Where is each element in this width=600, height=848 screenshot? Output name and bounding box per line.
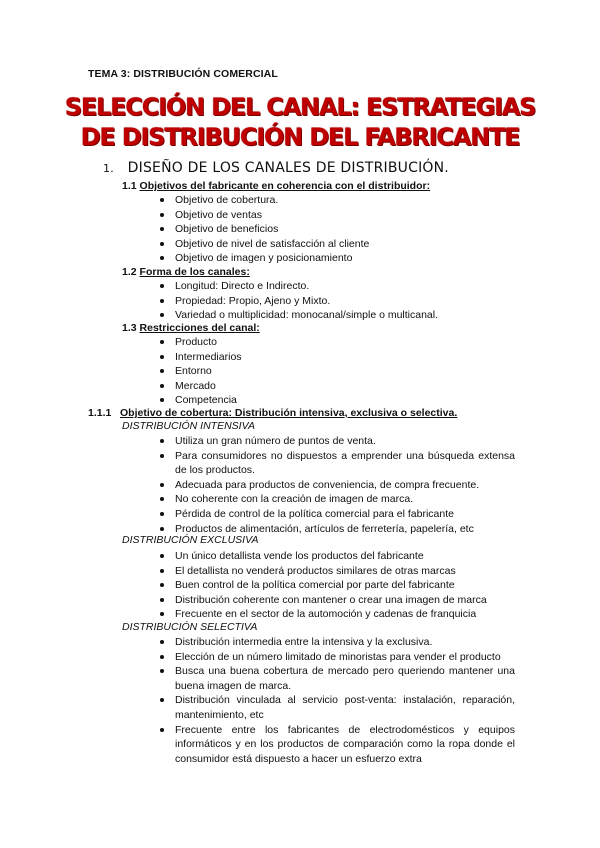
forma-list bbox=[175, 279, 438, 323]
list-item: Elección de un número limitado de minoristas para vender el producto bbox=[175, 650, 515, 665]
list-item: No coherente con la creación de imagen de marca. bbox=[175, 492, 515, 507]
list-item: Para consumidores no dispuestos a emprender una búsqueda extensa de los productos. bbox=[175, 449, 515, 477]
subsection-forma bbox=[122, 266, 250, 278]
category-intensiva: DISTRIBUCIÓN INTENSIVA bbox=[122, 420, 256, 432]
list-item: Producto bbox=[175, 335, 242, 350]
intensiva-list bbox=[175, 434, 515, 536]
list-item: Objetivo de ventas bbox=[175, 208, 369, 223]
subsection-objetivos bbox=[122, 180, 430, 192]
main-title-line-2: DE DISTRIBUCIÓN DEL FABRICANTE bbox=[80, 123, 520, 151]
list-item: Variedad o multiplicidad: monocanal/simple o multicanal. bbox=[175, 309, 439, 322]
restricciones-list bbox=[175, 335, 242, 408]
list-item: Busca una buena cobertura de mercado pero queriendo mantener una buena imagen de marca. bbox=[175, 665, 515, 692]
subsection-title: Forma de los canales: bbox=[139, 266, 250, 278]
list-item: Competencia bbox=[175, 393, 242, 408]
subsubsection-title: Objetivo de cobertura: Distribución intensiva, exclusiva o selectiva. bbox=[120, 407, 458, 419]
list-item: Adecuada para productos de conveniencia, de compra frecuente. bbox=[175, 478, 515, 493]
list-item: Frecuente entre los fabricantes de electrodomésticos y equipos informáticos y en los productos de comparación como la ropa donde el consumidor está dispuesto a hacer un esfuerzo extra bbox=[175, 723, 515, 765]
section-title: DISEÑO DE LOS CANALES DE DISTRIBUCIÓN. bbox=[127, 160, 449, 176]
list-item: Buen control de la política comercial por parte del fabricante bbox=[175, 578, 515, 593]
list-item: Distribución coherente con mantener o crear una imagen de marca bbox=[175, 593, 515, 608]
subsection-title: Restricciones del canal: bbox=[139, 322, 260, 334]
category-exclusiva: DISTRIBUCIÓN EXCLUSIVA bbox=[122, 534, 259, 546]
selectiva-list bbox=[175, 635, 515, 766]
list-item: Pérdida de control de la política comercial para el fabricante bbox=[175, 507, 515, 522]
subsection-number: 1.2 bbox=[122, 266, 137, 278]
list-item: Objetivo de imagen y posicionamiento bbox=[175, 251, 369, 266]
list-item: Frecuente en el sector de la automoción y cadenas de franquicia bbox=[175, 607, 515, 622]
list-item: Objetivo de nivel de satisfacción al cliente bbox=[175, 237, 370, 250]
subsection-number: 1.3 bbox=[122, 322, 137, 334]
list-item: Objetivo de cobertura. bbox=[175, 193, 369, 208]
section-number: 1. bbox=[103, 162, 114, 175]
list-item: Longitud: Directo e Indirecto. bbox=[175, 279, 438, 294]
objetivos-list bbox=[175, 193, 369, 266]
list-item: El detallista no venderá productos similares de otras marcas bbox=[175, 564, 515, 579]
list-item: Distribución intermedia entre la intensiva y la exclusiva. bbox=[175, 635, 515, 650]
course-topic-header: TEMA 3: DISTRIBUCIÓN COMERCIAL bbox=[88, 68, 278, 80]
list-item: Mercado bbox=[175, 379, 242, 394]
list-item: Productos de alimentación, artículos de ferretería, papelería, etc bbox=[175, 522, 515, 537]
list-item: Propiedad: Propio, Ajeno y Mixto. bbox=[175, 294, 438, 309]
subsection-number: 1.1 bbox=[122, 180, 137, 192]
subsection-restricciones bbox=[122, 322, 260, 334]
subsection-title: Objetivos del fabricante en coherencia con el distribuidor: bbox=[139, 180, 431, 192]
list-item: Objetivo de beneficios bbox=[175, 222, 369, 237]
list-item: Utiliza un gran número de puntos de venta. bbox=[175, 434, 515, 449]
section-heading bbox=[103, 160, 449, 176]
subsubsection-number: 1.1.1 bbox=[88, 407, 112, 419]
list-item: Entorno bbox=[175, 364, 242, 379]
list-item: Distribución vinculada al servicio post-venta: instalación, reparación, mantenimiento, etc bbox=[175, 694, 515, 721]
main-title-line-1: SELECCIÓN DEL CANAL: ESTRATEGIAS bbox=[64, 93, 536, 121]
list-item: Un único detallista vende los productos del fabricante bbox=[175, 549, 515, 564]
category-selectiva: DISTRIBUCIÓN SELECTIVA bbox=[122, 621, 258, 633]
exclusiva-list bbox=[175, 549, 515, 622]
list-item: Intermediarios bbox=[175, 350, 242, 363]
subsubsection-cobertura bbox=[88, 407, 508, 419]
